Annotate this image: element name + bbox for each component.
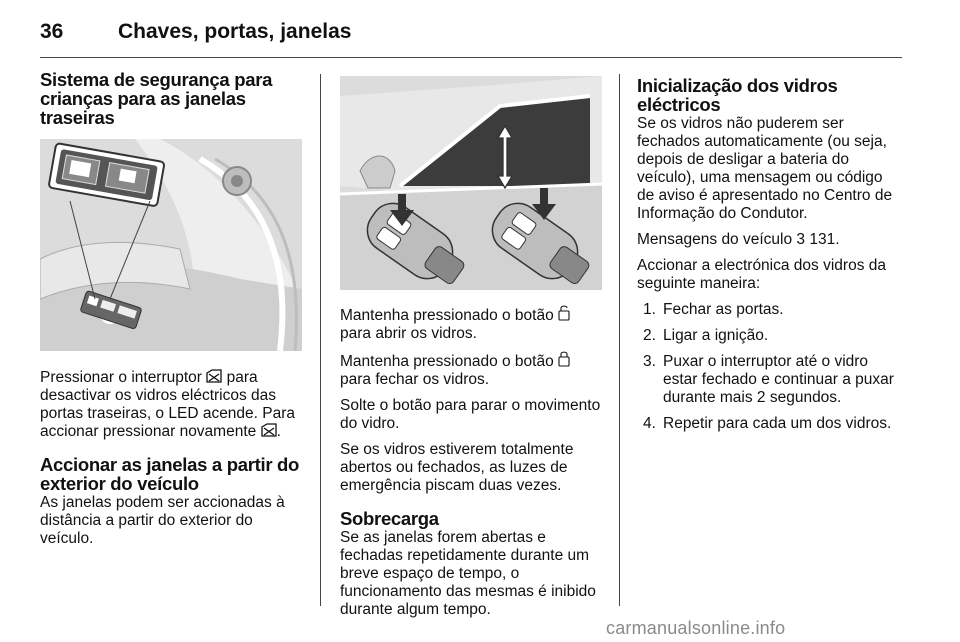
- section-heading-child-safety: Sistema de segurança para crianças para as janelas traseiras: [40, 69, 273, 128]
- column-1: [40, 70, 306, 556]
- column-divider-2: [619, 74, 620, 606]
- list-item: 3. Puxar o interruptor até o vidro estar fechado e continuar a puxar durante mais 2 segundos.: [643, 353, 894, 406]
- list-item: 1. Fechar as portas.: [643, 301, 784, 318]
- open-windows-paragraph: Mantenha pressionado o botão para abrir os vidros.: [340, 305, 604, 343]
- key-lock-button-icon: [558, 351, 570, 367]
- child-lock-paragraph: Pressionar o interruptor para desactivar os vidros eléctricos das portas traseiras, o LED acende. Para accionar pressionar novamente .: [40, 369, 296, 440]
- section-heading-initialization: Inicialização dos vidros eléctricos: [637, 75, 838, 115]
- section-heading-remote-windows: Accionar as janelas a partir do exterior do veículo: [40, 454, 300, 494]
- header-divider: [40, 57, 902, 58]
- page-number: 36: [40, 20, 64, 43]
- column-2: [340, 70, 604, 627]
- list-item: 4. Repetir para cada um dos vidros.: [643, 415, 892, 432]
- remote-windows-paragraph: As janelas podem ser accionadas à distância a partir do exterior do veículo.: [40, 494, 285, 547]
- column-divider-1: [320, 74, 321, 606]
- column-3: [637, 70, 903, 441]
- hazard-lights-paragraph: Se os vidros estiverem totalmente abertos ou fechados, as luzes de emergência piscam duas vezes.: [340, 441, 574, 494]
- vehicle-messages-reference: Mensagens do veículo 3 131.: [637, 231, 840, 248]
- key-unlock-button-icon: [558, 305, 570, 321]
- release-button-paragraph: Solte o botão para parar o movimento do vidro.: [340, 397, 601, 432]
- procedure-intro-paragraph: Accionar a electrónica dos vidros da seguinte maneira:: [637, 257, 886, 292]
- overload-paragraph: Se as janelas forem abertas e fechadas repetidamente durante um breve espaço de tempo, o funcionamento das mesmas é inibido durante algum tempo.: [340, 529, 596, 618]
- section-heading-overload: Sobrecarga: [340, 508, 439, 529]
- watermark: carmanualsonline.info: [606, 618, 786, 638]
- child-lock-window-icon: [206, 369, 222, 383]
- list-item: 2. Ligar a ignição.: [643, 327, 769, 344]
- key-window-illustration: [340, 76, 602, 290]
- close-windows-paragraph: Mantenha pressionado o botão para fechar os vidros.: [340, 351, 604, 389]
- procedure-steps-list: [637, 301, 903, 433]
- page-reference-arrow: 3: [796, 231, 806, 248]
- child-lock-window-icon: [261, 423, 277, 437]
- page-header: [40, 12, 920, 48]
- chapter-title: Chaves, portas, janelas: [118, 20, 352, 43]
- initialization-paragraph: Se os vidros não puderem ser fechados automaticamente (ou seja, depois de desligar a bateria do veículo), uma mensagem ou código de aviso é apresentado no Centro de Informação do Condutor.: [637, 115, 893, 222]
- door-switch-illustration: [40, 139, 302, 351]
